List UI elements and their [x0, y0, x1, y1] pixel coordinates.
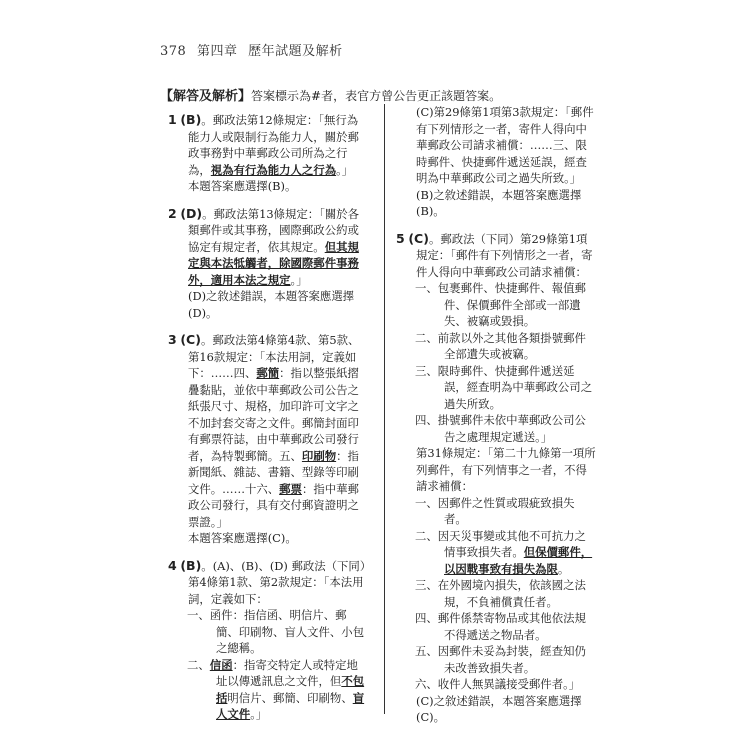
q5-text: 。郵政法（下同）第29條第1項規定：「郵件有下列情形之一者，寄件人得向中華郵政公司請求補償： [416, 231, 593, 279]
page-header [160, 40, 349, 59]
q4-item-2-num: 二、 [187, 657, 210, 672]
q3-underline-1: 郵簡 [256, 366, 280, 380]
q2-underline: 但其規定與本法牴觸者，除國際郵件事務外，適用本法之規定 [188, 239, 359, 287]
q5-article-31: 第31條規定：「第二十九條第一項所列郵件，有下列情事之一者，不得請求補償： [416, 446, 596, 493]
q5-exception-2 [396, 528, 596, 578]
q5-answer: (C) [408, 230, 429, 246]
q3-text-4: ：指中華郵政公司發行，具有交付郵資證明之票證。」 [188, 481, 359, 529]
answer-intro [160, 88, 501, 105]
q4-conclusion: (B)之敘述錯誤，本題答案應選擇(B)。 [416, 187, 582, 218]
q5-number: 5 [396, 230, 405, 246]
q1-underline: 視為有行為能力人之行為 [210, 162, 337, 177]
q4-item-2 [168, 657, 368, 723]
q5-exception-1: 一、因郵件之性質或瑕疵致損失者。 [415, 495, 575, 526]
q4-item-2-end: 。」 [250, 707, 268, 721]
q5-conclusion: (C)之敘述錯誤，本題答案應選擇(C)。 [416, 693, 582, 724]
q4-item-2-text-2: 明信片、郵簡、印刷物、 [227, 690, 353, 705]
q4-item-2-underline-3: 盲人文件 [216, 690, 365, 721]
intro-heading: 【解答及解析】 [160, 89, 252, 104]
q2-answer: (D) [180, 205, 203, 221]
q2-number: 2 [168, 205, 177, 221]
q3-underline-3: 郵票 [279, 481, 302, 496]
q3-answer: (C) [180, 332, 201, 347]
q5-exception-2-text: 二、因天災事變或其他不可抗力之情事致損失者。 [415, 528, 586, 559]
q1-text: 。郵政法第12條規定：「無行為能力人或限制行為能力人，關於郵政事務對中華郵政公司所為之行為， [188, 113, 359, 177]
q5-exception-4: 四、郵件係禁寄物品或其他依法規不得遞送之物品者。 [415, 611, 586, 642]
q1-text-end: 。」 [336, 162, 354, 177]
question-3 [168, 332, 368, 547]
question-1 [168, 112, 368, 195]
q4-answer: (B) [180, 557, 202, 573]
q5-exception-5: 五、因郵件未妥為封裝，經查知仍未改善致損失者。 [415, 644, 586, 675]
q5-exception-3: 三、在外國境內損失，依該國之法規，不負補償責任者。 [415, 578, 586, 609]
q5-item-3: 三、限時郵件、快捷郵件遞送延誤，經查明為中華郵政公司之過失所致。 [415, 363, 593, 411]
q4-item-2-underline-2: 不包括 [216, 674, 365, 705]
q2-conclusion: (D)之敘述錯誤，本題答案應選擇(D)。 [188, 289, 355, 320]
q3-text-3: ：指新聞紙、雜誌、書籍、型錄等印刷文件。……十六、 [188, 448, 359, 496]
q3-text-2: ：指以整張紙摺疊黏貼，並依中華郵政公司公告之紙張尺寸、規格，加印許可文字之不加封套交寄之文件。郵簡封面印有郵票符誌，由中華郵政公司發行者，為特製郵簡。五、 [188, 366, 359, 463]
column-divider [384, 104, 385, 714]
question-2 [168, 206, 368, 322]
q2-text: 。郵政法第13條規定：「關於各類郵件或其事務，國際郵政公約或協定有規定者，依其規定。 [188, 206, 360, 254]
q4-number: 4 [168, 557, 177, 573]
question-4-continued [396, 104, 596, 220]
left-column [168, 112, 368, 734]
chapter-label: 第四章 [196, 44, 238, 59]
q1-conclusion: 本題答案應選擇(B)。 [188, 179, 297, 193]
q3-conclusion: 本題答案應選擇(C)。 [188, 531, 297, 545]
q5-item-1: 一、包裹郵件、快捷郵件、報值郵件、保價郵件全部或一部遺失、被竊或毀損。 [415, 281, 586, 328]
q1-number: 1 [168, 112, 177, 127]
q5-item-2: 二、前款以外之其他各類掛號郵件全部遺失或被竊。 [415, 330, 586, 361]
q4-cont-text: (C)第29條第1項第3款規定：「郵件有下列情形之一者，寄件人得向中華郵政公司請求補償：……三、限時郵件、快捷郵件遞送延誤，經查明為中華郵政公司之過失所致。」 [416, 105, 594, 185]
q4-item-2-text: ：指寄交特定人或特定地址以傳遞訊息之文件，但 [216, 657, 358, 688]
q5-item-4: 四、掛號郵件未依中華郵政公司公告之處理規定遞送。」 [415, 413, 586, 444]
question-5 [396, 231, 596, 726]
q3-text: 。郵政法第4條第4款、第5款、第16款規定：「本法用詞，定義如下：……四、 [188, 333, 360, 380]
q5-exception-2-underline: 但保價郵件，以因戰事致有損失為限 [444, 545, 593, 576]
question-4 [168, 558, 368, 723]
page-number: 378 [160, 44, 187, 59]
q5-exception-2-end: 。 [557, 561, 570, 576]
q3-underline-2: 印刷物 [301, 448, 337, 463]
q1-answer: (B) [180, 112, 202, 127]
q2-text-end: 。」 [290, 272, 308, 287]
q4-text: 。(A)、(B)、(D) 郵政法（下同）第4條第1款、第2款規定：「本法用詞，定義如下： [188, 558, 366, 606]
right-column [396, 104, 596, 737]
q5-exception-6: 六、收件人無異議接受郵件者。」 [415, 677, 581, 691]
section-title: 歷年試題及解析 [248, 44, 343, 59]
intro-text: 答案標示為#者，表官方曾公告更正該題答案。 [251, 89, 502, 103]
q4-item-1: 一、函件：指信函、明信片、郵簡、印刷物、盲人文件、小包之總稱。 [187, 608, 365, 655]
q3-number: 3 [168, 332, 177, 347]
q4-item-2-underline: 信函 [209, 657, 233, 672]
